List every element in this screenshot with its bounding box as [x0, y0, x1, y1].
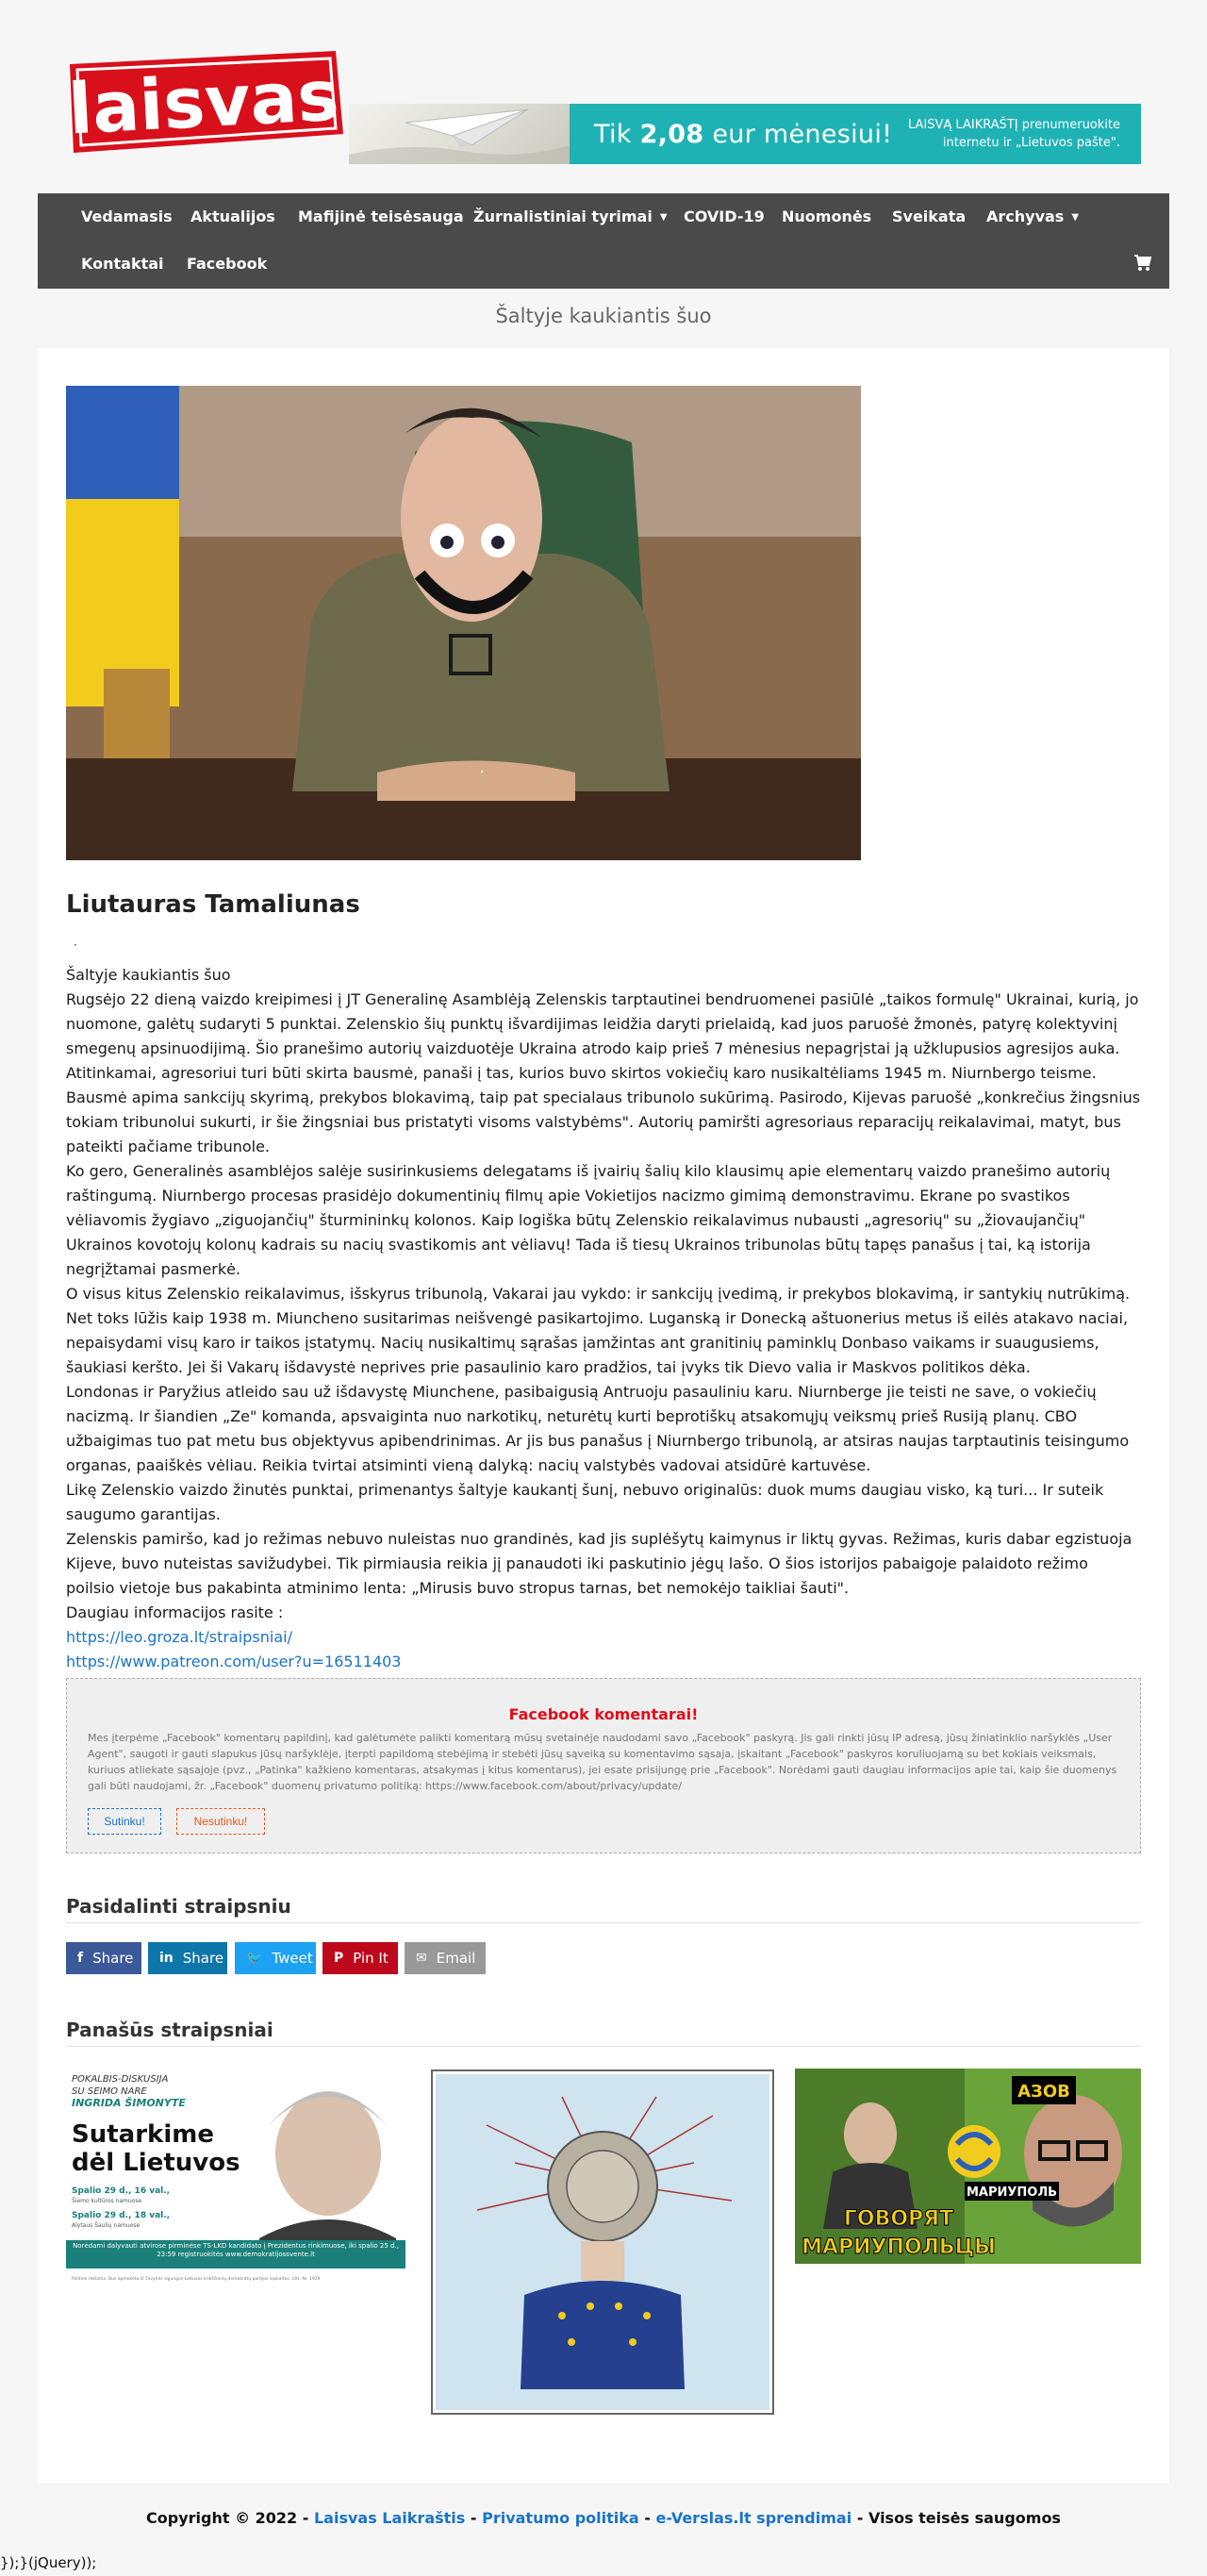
email-icon: ✉	[416, 1951, 427, 1966]
site-logo[interactable]	[64, 47, 347, 157]
twitter-icon: 🐦	[246, 1951, 263, 1966]
article-paragraph: Ko gero, Generalinės asamblėjos salėje susirinkusiems delegatams iš įvairių šalių kilo klausimų apie elementarų vaizdo pranešimo autorių raštingumą. Niurnbergo procesas prasidėjo dokumentinių filmų apie Vokietijos nacizmo gimimą demonstravimu. Ekrane po svastikos vėliavomis žygiavo „ziguojančių" šturmininkų kolonos. Kaip logiška būtų Zelenskio reikalavimus nubausti „agresorių" su „žiovaujančių" Ukrainos kovotojų kolonų kadrais su nacių svastikomis ant vėliavų! Tada iš tiesų Ukrainos tribunolas būtų tapęs panašus į tai, ką istorija negrįžtamai pasmerkė.	[66, 1162, 1111, 1278]
banner-subtext: LAISVĄ LAIKRAŠTĮ prenumeruokite internetu ir „Lietuvos pašte".	[907, 118, 1120, 150]
svg-text:Sutarkime: Sutarkime	[72, 2120, 214, 2149]
svg-text:МАРИУПОЛЬЦЫ: МАРИУПОЛЬЦЫ	[802, 2235, 996, 2259]
pinterest-icon: P	[334, 1951, 344, 1966]
article-paragraph: Londonas ir Paryžius atleido sau už išdavystę Miunchene, pasibaigusią Antruoju pasauliniu karu. Niurnberge jie teisti ne save, o vokiečių nacizmą. Ir šiandien „Ze" komanda, apsvaiginta nuo narkotikų, neturėtų kurti beprotiškų atsakomųjų veiksmų prieš Rusiją planų. CBO užbaigimas tuo pat metu bus objektyvus apibendrinimas. Ar jis bus panašus į Niurnbergo tribunolą, ar atsiras naujas tarptautinis teisingumo organas, paaiškės vėliau. Reikia tvirtai atsiminti vieną dalyką: nacių valstybės vadovai atsidūrė kartuvėse.	[66, 1383, 1130, 1474]
article-paragraph: Rugsėjo 22 dieną vaizdo kreipimesi į JT Generalinę Asamblėją Zelenskis tarptautinei bendruomenei pasiūlė „taikos formulę" Ukrainai, kurią, jo nuomone, galėtų sudaryti 5 punktai. Zelenskio šių punktų išvardijimas leidžia daryti prielaidą, kad juos paruošė žmonės, patyrę kolektyvinį smegenų apsinuodijimą. Šio pranešimo autorių vaizduotėje Ukraina atrodo kaip prieš 7 mėnesius nepagrįstai ją užklupusios agresijos auka. Atitinkamai, agresoriui turi būti skirta bausmė, panaši į tas, kurios buvo skirtos vokiečių karo nusikaltėliams 1945 m. Niurnbergo teisme.	[66, 990, 1139, 1082]
footer-link-everslas[interactable]: e-Verslas.lt sprendimai	[655, 2509, 852, 2527]
nav-item-archyvas[interactable]: Archyvas ▼	[986, 193, 1079, 241]
article-author: Liutauras Tamaliunas	[66, 890, 360, 919]
article-paragraph: Šaltyje kaukiantis šuo	[66, 966, 231, 984]
share-section-title: Pasidalinti straipsniu	[66, 1895, 291, 1918]
chevron-down-icon: ▼	[659, 212, 668, 223]
divider	[66, 1922, 1141, 1923]
banner-price: Tik 2,08 eur mėnesiui!	[594, 119, 893, 149]
page-title: Šaltyje kaukiantis šuo	[495, 305, 712, 327]
related-article-azov[interactable]	[795, 2069, 1141, 2264]
article-paragraph: Bausmė apima sankcijų skyrimą, prekybos blokavimą, taip pat specialaus tribunolo sukūrimą. Pasirodo, Kijevas paruošė „konkrečius žingsnius tokiam tribunolui sukurti, ir šie žingsniai bus pristatyti visoms valstybėms". Autorių pamiršti agresoriaus reparacijų reikalavimai, matyt, bus pateikti pačiame tribunole.	[66, 1089, 1141, 1155]
article-body	[66, 963, 1141, 1699]
nav-item-kontaktai[interactable]: Kontaktai	[81, 255, 164, 273]
cart-icon[interactable]	[1133, 252, 1152, 273]
nav-item-facebook[interactable]: Facebook	[187, 255, 268, 273]
footer-link-privacy[interactable]: Privatumo politika	[482, 2509, 639, 2527]
svg-text:dėl Lietuvos: dėl Lietuvos	[72, 2149, 240, 2177]
paper-plane-image	[349, 104, 570, 164]
nav-item-sveikata[interactable]: Sveikata	[892, 208, 967, 225]
share-linkedin-button[interactable]: in Share	[148, 1942, 227, 1974]
article-paragraph: Zelenskis pamiršo, kad jo režimas nebuvo nuleistas nuo grandinės, kad jis suplėšytų kaimynus ir liktų gyvas. Režimas, kuris dabar egzistuoja Kijeve, buvo nuteistas savižudybei. Tik pirmiausia reikia jį panaudoti iki paskutinio jėgų lašo. O šios istorijos pabaigoje palaidoto režimo poilsio vietoje bus pakabinta atminimo lenta: „Mirusis buvo stropus tarnas, bet nemokėjo taikliai šauti".	[66, 1530, 1133, 1597]
linkedin-icon: in	[159, 1951, 174, 1966]
link-groza[interactable]: https://leo.groza.lt/straipsniai/	[66, 1628, 292, 1646]
svg-text:АЗОВ: АЗОВ	[1017, 2082, 1070, 2102]
svg-text:Šiemo kultūros namuose: Šiemo kultūros namuose	[72, 2198, 142, 2204]
site-footer: Copyright © 2022 - Laisvas Laikraštis - Privatumo politika - e-Verslas.lt sprendimai - Visos teisės saugomos	[146, 2509, 1061, 2527]
main-navigation	[38, 193, 1169, 289]
svg-text:SU SEIMO NARE: SU SEIMO NARE	[72, 2086, 147, 2097]
meta-separator: ·	[74, 939, 77, 952]
nav-item-covid19[interactable]: COVID-19	[684, 208, 765, 225]
article-paragraph: Daugiau informacijos rasite :	[66, 1604, 284, 1621]
facebook-consent-box	[66, 1678, 1141, 1853]
svg-text:ГОВОРЯТ: ГОВОРЯТ	[843, 2207, 954, 2231]
svg-text:INGRIDA ŠIMONYTE: INGRIDA ŠIMONYTE	[72, 2097, 186, 2109]
svg-text:Spalio 29 d., 16 val.,: Spalio 29 d., 16 val.,	[72, 2186, 171, 2196]
nav-item-mafijine-teisesauga[interactable]: Mafijinė teisėsauga	[298, 208, 464, 225]
share-pinterest-button[interactable]: P Pin It	[322, 1942, 398, 1974]
svg-text:Alytaus Šaulių namuose: Alytaus Šaulių namuose	[72, 2222, 141, 2229]
facebook-consent-text: Mes įterpėme „Facebook" komentarų papildinį, kad galėtumėte palikti komentarą mūsų svetainėje naudodami savo „Facebook" paskyrą. Jis gali rinkti jūsų IP adresą, jūsų žiniatinklio naršyklės „User Agent", saugoti ir gauti slapukus jūsų naršyklėje, įterpti papildomą stebėjimą ir stebėti jūsų sąveiką su komentavimo sąsaja, įskaitant „Facebook" paskyros koruliuojamą su bet kokiais veiksmais, kuriuos atliekate sąsajoje (pvz., „Patinka" kažkieno komentaras, atsakymas į kitus komentarus), jei esate prisijungę prie „Facebook". Norėdami gauti daugiau informacijos apie tai, kaip šie duomenys gali būti naudojami, žr. „Facebook" duomenų privatumo politiką: https://www.facebook.com/about/privacy/update/	[88, 1732, 1117, 1792]
script-leak-text: });}(jQuery));	[0, 2554, 97, 2571]
nav-item-aktualijos[interactable]: Aktualijos	[190, 208, 275, 225]
svg-text:POKALBIS-DISKUSIJA: POKALBIS-DISKUSIJA	[72, 2074, 169, 2085]
article-paragraph: Likę Zelenskio vaizdo žinutės punktai, primenantys šaltyje kaukantį šunį, nebuvo originalūs: duok mums daugiau visko, ką turi... Ir suteik saugumo garantijas.	[66, 1481, 1104, 1523]
svg-text:МАРИУПОЛЬ: МАРИУПОЛЬ	[966, 2185, 1058, 2200]
svg-text:Politinė reklama. Bus apmokėta: Politinė reklama. Bus apmokėta iš Tėvynės sąjungos-Lietuvos krikščionių demokratų partijos sąskaitos. Užs. Nr. 1929	[72, 2277, 321, 2282]
share-facebook-button[interactable]: f Share	[66, 1942, 141, 1974]
article-container	[38, 348, 1169, 2484]
share-email-button[interactable]: ✉ Email	[405, 1942, 486, 1974]
decline-button[interactable]: Nesutinku!	[176, 1808, 265, 1835]
facebook-consent-title: Facebook komentarai!	[508, 1705, 699, 1723]
related-section-title: Panašūs straipsniai	[66, 2019, 273, 2041]
logo-text: laisvas	[66, 55, 341, 151]
related-article-cartoon[interactable]	[430, 2069, 775, 2416]
nav-item-nuomones[interactable]: Nuomonės	[782, 208, 872, 225]
related-article-simonyte[interactable]: POKALBIS-DISKUSIJA SU SEIMO NARE INGRIDA ŠIMONYTE Sutarkime dėl Lietuvos Spalio 29 d., 16 val., Šiemo kultūros namuose Spalio 29 d., 18 val., Alytaus Šaulių namuose Norėdami dalyvauti atvirose pirminėse TS-LKD kandidato į Prezidentus rinkimuose, iki spalio 25 d., 23:59 registruokitės www.demokratijossvente.lt Politinė reklama. Bus apmokėta iš Tėvynės sąjungos-Lietuvos krikščionių demokratų partijos sąskaitos. Užs. Nr. 1929	[66, 2069, 405, 2295]
article-image	[66, 386, 861, 860]
article-paragraph: O visus kitus Zelenskio reikalavimus, išskyrus tribunolą, Vakarai jau vykdo: ir sankcijų įvedimą, ir prekybos blokavimą, ir santykių nutrūkimą. Net toks lūžis kaip 1938 m. Miuncheno susitarimas neišvengė pasikartojimo. Luganską ir Donecką aštuonerius metus iš eilės atakavo naciai, nepaisydami visų karo ir taikos įstatymų. Nacių nusikaltimų sąrašas įamžintas ant granitinių paminklų Donbaso vaikams ir suaugusiems, šaukiasi keršto. Jei ši Vakarų išdavystė neprives prie pasaulinio karo pradžios, tai įvyks tik Dievo valia ir Maskvos politikos dėka.	[66, 1285, 1131, 1376]
subscription-banner[interactable]	[349, 104, 1141, 164]
link-patreon[interactable]: https://www.patreon.com/user?u=16511403	[66, 1653, 402, 1670]
share-twitter-button[interactable]: 🐦 Tweet	[235, 1942, 316, 1974]
chevron-down-icon: ▼	[1071, 212, 1080, 223]
svg-text:Spalio 29 d., 18 val.,: Spalio 29 d., 18 val.,	[72, 2211, 171, 2220]
accept-button[interactable]: Sutinku!	[88, 1808, 161, 1835]
nav-item-zurnalistiniai-tyrimai[interactable]: Žurnalistiniai tyrimai ▼	[473, 193, 668, 241]
divider	[66, 2046, 1141, 2047]
facebook-icon: f	[77, 1951, 84, 1966]
nav-item-vedamasis[interactable]: Vedamasis	[81, 208, 173, 225]
footer-link-laisvas[interactable]: Laisvas Laikraštis	[313, 2509, 466, 2527]
